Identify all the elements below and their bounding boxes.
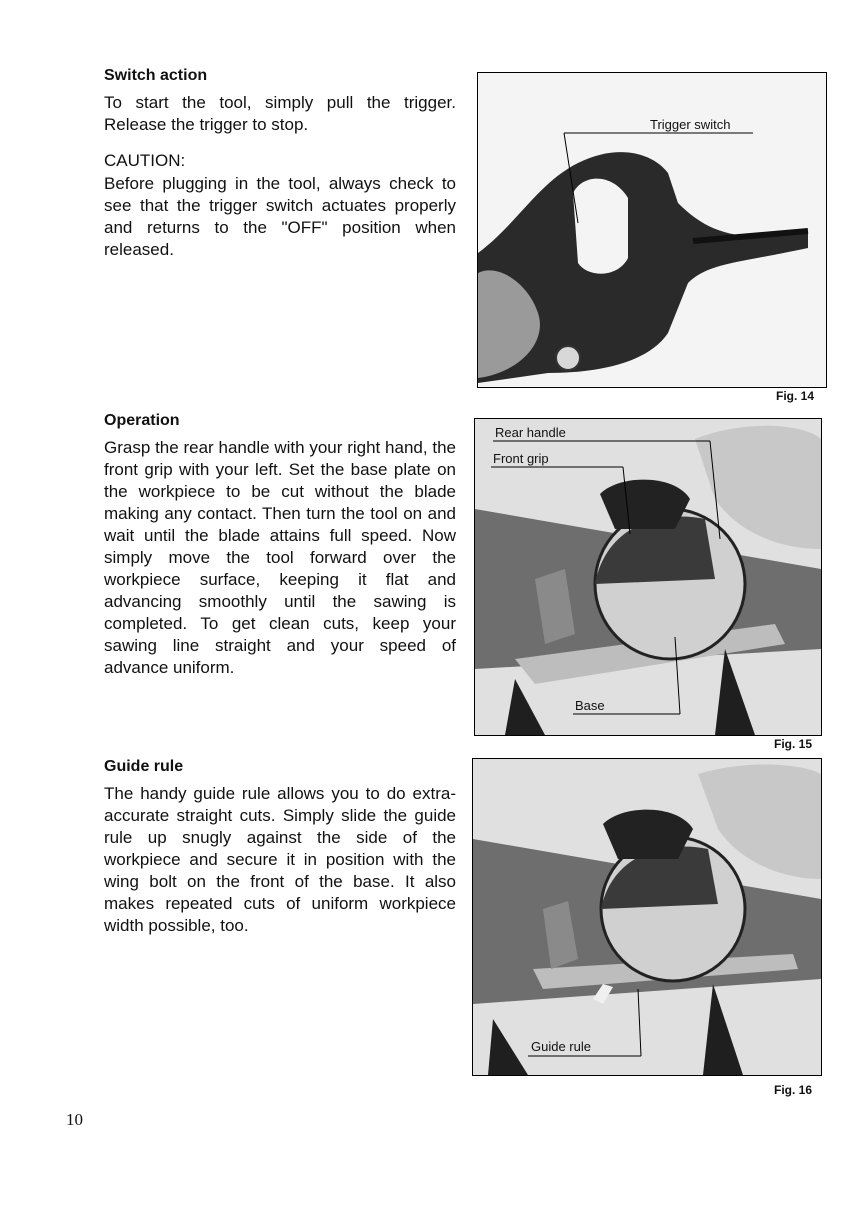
switch-action-heading: Switch action	[104, 67, 208, 84]
page-number: 10	[66, 1110, 83, 1129]
trigger-switch-label: Trigger switch	[650, 117, 731, 132]
figure-16-photo	[472, 758, 822, 1076]
caution-label: CAUTION:	[104, 151, 186, 170]
trigger-leader-lines	[478, 73, 826, 387]
guide-rule-heading: Guide rule	[104, 758, 184, 775]
operation-leader-lines	[475, 419, 821, 735]
guide-rule-text: The handy guide rule allows you to do extra-accurate straight cuts. Simply slide the guide rule up snugly against the side of the workpiece and secure it in position with the wing bolt on the front of the base. It also makes repeated cuts of uniform workpiece width possible, too.	[104, 784, 456, 935]
fig-16-caption: Fig. 16	[774, 1083, 813, 1097]
front-grip-label: Front grip	[493, 451, 549, 466]
figure-14-photo	[477, 72, 827, 388]
operation-text: Grasp the rear handle with your right hand, the front grip with your left. Set the base plate on the workpiece to be cut without the blade making any contact. Then turn the tool on and wait until the blade attains full speed. Now simply move the tool forward over the workpiece surface, keeping it flat and advancing smoothly until the sawing is completed. To get clean cuts, keep your sawing line straight and your speed of advance uniform.	[104, 438, 456, 677]
figure-15-photo	[474, 418, 822, 736]
guide-rule-label: Guide rule	[531, 1039, 591, 1054]
rear-handle-label: Rear handle	[495, 425, 566, 440]
base-label: Base	[575, 698, 605, 713]
guide-leader-lines	[473, 759, 821, 1075]
fig-15-caption: Fig. 15	[774, 737, 813, 751]
fig-14-caption: Fig. 14	[776, 389, 815, 403]
operation-heading: Operation	[104, 412, 180, 429]
switch-action-text: To start the tool, simply pull the trigger. Release the trigger to stop.	[104, 93, 456, 134]
caution-text: Before plugging in the tool, always check to see that the trigger switch actuates properly and returns to the "OFF" position when released.	[104, 174, 456, 259]
